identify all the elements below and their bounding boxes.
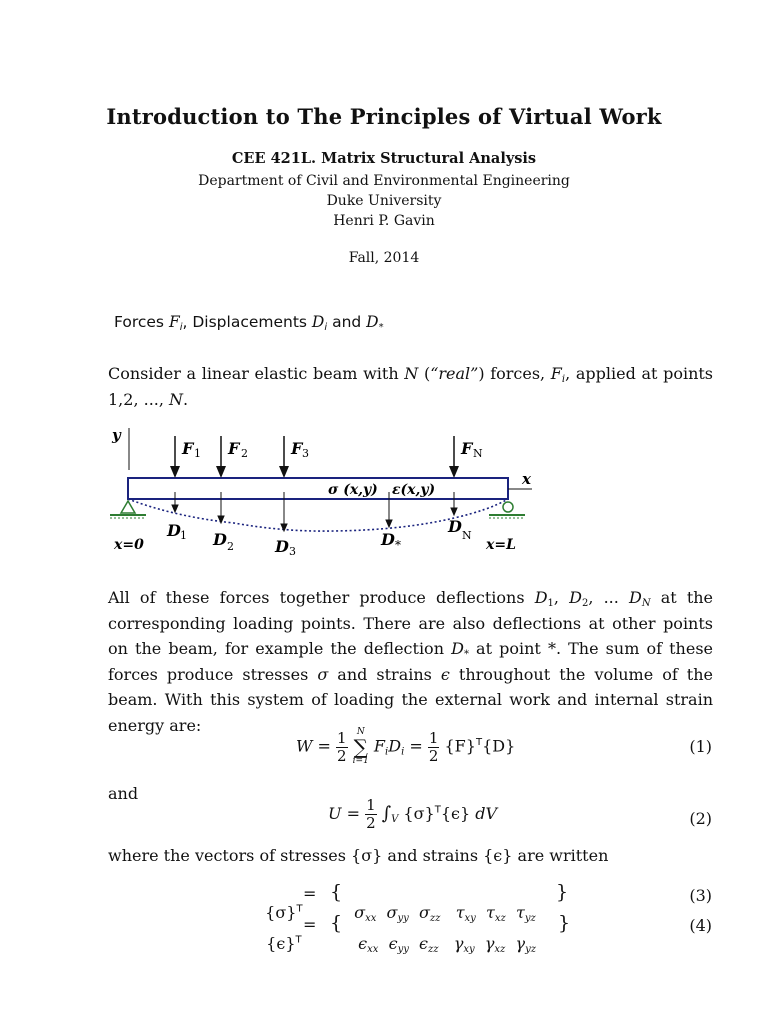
force-label: F — [291, 439, 303, 458]
displacement-label: D — [213, 530, 227, 549]
displacement-sub: * — [395, 538, 401, 552]
math-symbol: D — [569, 588, 582, 607]
displacement-label: D — [381, 530, 395, 549]
math-symbol: D — [628, 588, 642, 607]
text-run: at the corresponding loading points. There are also deflections at other points on the beam, for example the deflection — [108, 588, 714, 658]
heading-text: and — [327, 313, 367, 331]
summation — [353, 728, 369, 766]
left-support-label: x=0 — [114, 537, 144, 553]
eq-symbol: D — [388, 736, 402, 756]
text-run: throughout the volume of the beam. With this system of loading the external work and internal strain energy are: — [108, 664, 714, 735]
eq-operator: = — [312, 736, 337, 756]
equation-number: (2) — [689, 809, 712, 828]
transpose: T — [295, 934, 302, 946]
section-heading — [114, 313, 384, 331]
heading-symbol: F — [168, 313, 180, 331]
text-run: Consider a linear elastic beam with — [108, 364, 405, 383]
text-run: ( — [418, 364, 431, 383]
eq-vector: {F} — [444, 736, 476, 756]
term-sub: yz — [525, 944, 536, 955]
eq-operator: = — [303, 884, 317, 903]
math-symbol: ϵ — [440, 664, 450, 684]
eq-operator: = — [303, 915, 317, 934]
equation-number: (1) — [689, 737, 712, 756]
course-name: CEE 421L. Matrix Structural Analysis — [231, 150, 537, 167]
university: Duke University — [326, 193, 442, 209]
heading-subscript: i — [179, 322, 183, 333]
eq-vector: {σ} — [265, 903, 297, 922]
term: ϵ — [358, 934, 368, 953]
math-symbol: N — [169, 389, 184, 409]
term: τ — [486, 903, 495, 922]
eq-subscript: i — [401, 746, 405, 758]
equation-number: (3) — [689, 886, 712, 905]
displacement-sub: 2 — [227, 540, 234, 553]
math-symbol: D — [534, 588, 548, 607]
math-symbol: σ — [317, 664, 329, 684]
term-sub: xy — [464, 913, 476, 924]
numerator: 1 — [428, 728, 439, 747]
term: ϵ — [419, 934, 429, 953]
term-sub: yy — [397, 944, 409, 955]
math-subscript: 1 — [547, 598, 554, 609]
force-sub: N — [473, 447, 483, 460]
text-run: All of these forces together produce deflections — [108, 588, 535, 607]
denominator: 2 — [366, 814, 376, 832]
eq-symbol: F — [373, 736, 386, 756]
fraction — [336, 730, 348, 765]
term: τ — [455, 903, 465, 922]
denominator: 2 — [337, 746, 347, 765]
term: σ — [386, 903, 398, 922]
term: τ — [515, 903, 525, 922]
math-subscript: 2 — [581, 598, 589, 609]
right-support-label: x=L — [486, 537, 516, 553]
text-run: , applied at points 1,2, ..., — [108, 364, 714, 409]
intro-paragraph — [108, 361, 713, 412]
term: σ — [418, 903, 430, 922]
heading-text: Forces — [114, 313, 169, 331]
term-sub: xx — [365, 913, 377, 924]
heading-text: , Displacements — [182, 313, 312, 331]
where-text — [108, 846, 608, 865]
eq-operator: = — [404, 736, 428, 756]
displacement-sub: 3 — [289, 545, 296, 558]
eq-symbol: U — [328, 804, 342, 823]
strain-label: ε(x,y) — [392, 482, 436, 498]
text-run: and strains — [328, 664, 441, 684]
pin-support — [110, 501, 146, 518]
text-run: . — [183, 389, 189, 409]
heading-symbol: D — [311, 313, 325, 331]
term: γ — [484, 934, 495, 953]
term: ϵ — [388, 934, 398, 953]
math-subscript: N — [641, 598, 651, 609]
heading-subscript: i — [324, 322, 328, 333]
term: γ — [515, 934, 526, 953]
displacement-label: D — [448, 517, 462, 536]
eq-vector: {ϵ} — [266, 934, 296, 953]
denominator: 2 — [428, 746, 439, 765]
displacement-sub: 1 — [180, 529, 187, 542]
beam-diagram — [104, 422, 544, 562]
text-run: , — [553, 588, 570, 607]
eq-vector: {ϵ} — [440, 804, 471, 823]
force-label: F — [182, 439, 194, 458]
sum-sign: ∑ — [353, 735, 368, 759]
eq-vector: {σ} — [403, 804, 435, 823]
fraction — [428, 730, 440, 765]
text-run: are written — [512, 846, 609, 865]
beam — [128, 478, 508, 499]
heading-subscript: * — [378, 322, 384, 333]
eq-vector: {D} — [482, 736, 516, 756]
numerator: 1 — [366, 796, 376, 814]
term-sub: zz — [428, 944, 439, 955]
roller-support — [489, 502, 525, 518]
text-run: and strains — [382, 846, 484, 865]
term-sub: xz — [494, 913, 506, 924]
transpose: T — [434, 804, 441, 816]
term-sub: zz — [429, 913, 441, 924]
force-sub: 2 — [241, 447, 248, 460]
term-sub: xy — [463, 944, 475, 955]
eq-operator: = — [341, 804, 366, 823]
emphasis: “real” — [430, 364, 479, 383]
eq4-terms — [348, 915, 536, 953]
term: σ — [354, 903, 366, 922]
eq-symbol: W — [296, 736, 313, 756]
math-symbol: {σ} — [351, 846, 383, 865]
text-run: where the vectors of stresses — [108, 846, 352, 865]
math-symbol: F — [550, 364, 562, 383]
displacement-sub: N — [462, 529, 472, 542]
text-run: ) forces, — [478, 364, 551, 383]
page-title: Introduction to The Principles of Virtual Work — [106, 104, 662, 129]
transpose: T — [296, 903, 303, 915]
force-label: F — [228, 439, 240, 458]
force-label: F — [461, 439, 473, 458]
displacement-label: D — [167, 521, 181, 540]
sum-lower: i=1 — [352, 756, 369, 766]
department: Department of Civil and Environmental Engineering — [198, 173, 570, 189]
term-sub: yy — [397, 913, 409, 924]
term: γ — [453, 934, 464, 953]
text-run: , ... — [588, 588, 629, 607]
math-symbol: D — [451, 639, 464, 658]
equation-1 — [296, 728, 515, 766]
body-paragraph — [108, 585, 713, 738]
open-brace: { — [330, 912, 343, 934]
integral-sign: ∫ — [381, 803, 392, 824]
force-arrow-3 — [279, 436, 289, 478]
author: Henri P. Gavin — [333, 213, 435, 229]
force-sub: 3 — [302, 447, 309, 460]
heading-symbol: D — [366, 313, 379, 331]
fraction — [365, 797, 377, 832]
date: Fall, 2014 — [348, 250, 420, 266]
math-subscript: * — [463, 649, 469, 660]
force-arrow-2 — [216, 436, 226, 478]
equation-2 — [328, 797, 497, 832]
eq-differential: dV — [470, 804, 498, 823]
sum-upper: N — [356, 727, 365, 737]
force-arrow-1 — [170, 436, 180, 478]
transpose: T — [475, 737, 483, 749]
term-sub: yz — [524, 913, 536, 924]
y-axis-label: y — [112, 426, 121, 444]
eq-subscript: V — [391, 814, 399, 825]
stress-label: σ (x,y) — [328, 482, 378, 498]
force-arrow-n — [449, 436, 459, 478]
equation-number: (4) — [689, 916, 712, 935]
open-brace: { — [330, 881, 343, 903]
text-run: at point *. The sum of these forces produce stresses — [108, 639, 714, 684]
eq-subscript: i — [385, 746, 389, 758]
equation-4 — [256, 915, 302, 953]
math-subscript: i — [561, 374, 566, 385]
x-axis-label: x — [522, 470, 531, 488]
close-brace: } — [556, 881, 569, 903]
math-symbol: {ϵ} — [483, 846, 513, 865]
numerator: 1 — [337, 728, 347, 747]
close-brace: } — [558, 912, 571, 934]
and-text: and — [108, 784, 139, 803]
term-sub: xz — [494, 944, 506, 955]
term-sub: xx — [367, 944, 379, 955]
force-sub: 1 — [194, 447, 201, 460]
math-symbol: N — [404, 364, 419, 383]
displacement-label: D — [275, 537, 289, 556]
